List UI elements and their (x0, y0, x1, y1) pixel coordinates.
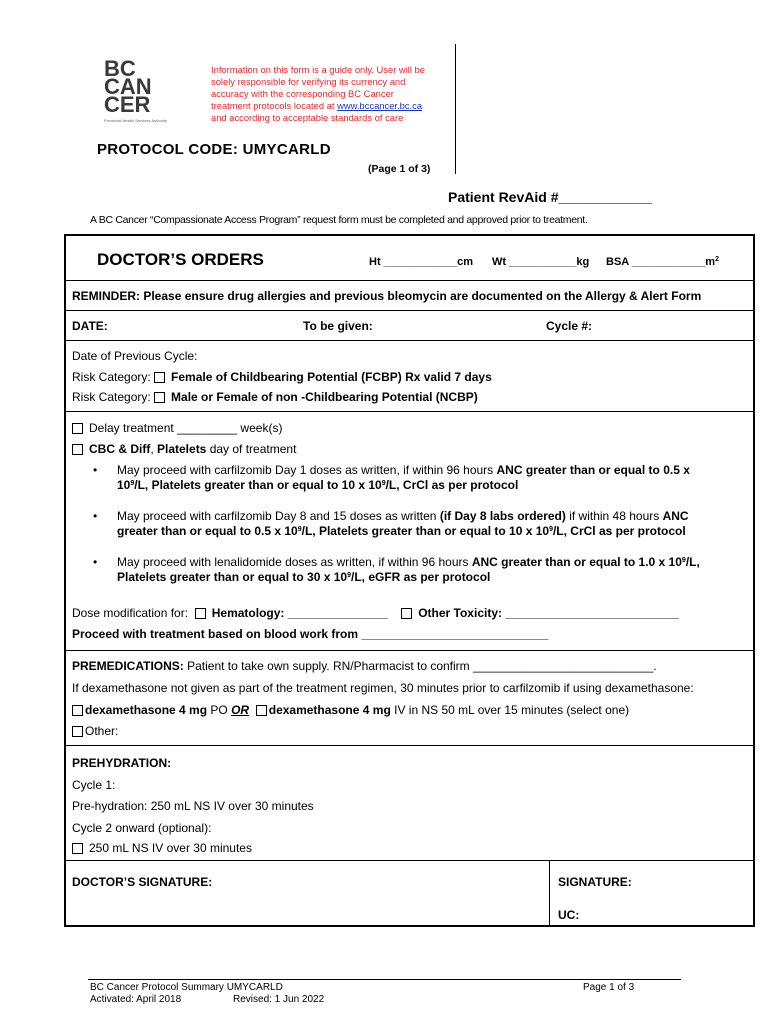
bullet-dot: • (93, 509, 98, 523)
prehydration-label: PREHYDRATION: (72, 756, 172, 770)
ns-option-row (72, 841, 252, 855)
risk-row-ncbp (72, 390, 478, 404)
page-label: (Page 1 of 3) (368, 163, 431, 175)
bullet-bold: greater than or equal to 0.5 x 10 (117, 524, 298, 538)
bullet-bold: /L, Platelets greater than or equal to 10 x 10 (301, 524, 550, 538)
bc-cancer-logo (104, 56, 204, 130)
divider (66, 745, 753, 746)
previous-cycle-field[interactable]: Date of Previous Cycle: (72, 349, 198, 363)
bullet-text: if within 48 hours (565, 509, 663, 523)
bullet-bold: 10 (117, 478, 131, 492)
bsa-label: BSA ____________m (606, 256, 716, 268)
dexa-po-checkbox[interactable] (72, 705, 83, 716)
dexa-po-route: PO (207, 703, 232, 717)
bullet-dot: • (93, 555, 98, 569)
uc-field[interactable]: UC: (558, 908, 580, 922)
premed-other-row (72, 724, 118, 738)
bullet-sup: 9 (681, 557, 686, 564)
premed-other-label: Other: (85, 724, 119, 738)
dexamethasone-intro: If dexamethasone not given as part of the treatment regimen, 30 minutes prior to carfilzomib if using dexamethasone: (72, 681, 694, 695)
doctors-orders-form (64, 234, 755, 927)
disclaimer-line: and according to acceptable standards of care (211, 112, 404, 123)
footer-page: Page 1 of 3 (583, 982, 635, 993)
dexa-iv-route: IV in NS 50 mL over 15 minutes (select one) (390, 703, 630, 717)
delay-row (72, 421, 282, 435)
dose-modification-row (72, 606, 679, 620)
doctors-signature-field[interactable]: DOCTOR’S SIGNATURE: (72, 875, 213, 889)
dexa-po-label: dexamethasone 4 mg (85, 703, 208, 717)
weight-field[interactable]: Wt ___________kg (492, 256, 590, 268)
footer-summary: BC Cancer Protocol Summary UMYCARLD (90, 982, 283, 993)
protocol-code: PROTOCOL CODE: UMYCARLD (97, 141, 331, 158)
divider (66, 860, 753, 861)
prehydration-text: Pre-hydration: 250 mL NS IV over 30 minutes (72, 799, 314, 813)
bullet-sup: 9 (130, 480, 135, 487)
divider (66, 650, 753, 651)
logo-line-1: BC (104, 56, 136, 81)
footer-revised: Revised: 1 Jun 2022 (233, 994, 325, 1005)
reminder-text: REMINDER: Please ensure drug allergies and previous bleomycin are documented on the Allergy & Alert Form (72, 289, 702, 303)
hematology-field[interactable]: Hematology: _______________ (211, 606, 388, 620)
cbc-rest: day of treatment (206, 442, 297, 456)
cbc-checkbox[interactable] (72, 444, 83, 455)
divider (66, 411, 753, 412)
cycle1-label: Cycle 1: (72, 778, 116, 792)
bullet-carfilzomib-day8 (93, 509, 747, 539)
bullet-sup: 9 (549, 526, 553, 533)
bullet-text: May proceed with lenalidomide doses as written, if within 96 hours (117, 555, 472, 569)
cbc-comma: , (150, 442, 157, 456)
risk-label: Risk Category: (72, 390, 151, 404)
bullet-bold: /L, Platelets greater than or equal to 10 x 10 (134, 478, 382, 492)
cbc-label: CBC & Diff (89, 442, 151, 456)
bullet-sup: 9 (347, 572, 351, 579)
height-field[interactable]: Ht ____________cm (369, 256, 473, 268)
premedications-row (72, 659, 657, 673)
bullet-text: May proceed with carfilzomib Day 8 and 15 doses as written (117, 509, 440, 523)
footer-divider (88, 979, 681, 980)
divider (66, 340, 753, 341)
bullet-sup: 9 (297, 526, 302, 533)
ns-option-label: 250 mL NS IV over 30 minutes (89, 841, 252, 855)
bullet-bold: ANC greater than or equal to 1.0 x 10 (471, 555, 682, 569)
dose-mod-label: Dose modification for: (72, 606, 189, 620)
premed-other-checkbox[interactable] (72, 726, 83, 737)
bullet-bold: Platelets greater than or equal to 30 x 10 (117, 570, 348, 584)
header-divider (455, 44, 456, 174)
divider (66, 310, 753, 311)
bullet-bold: ANC greater than or equal to 0.5 x (496, 463, 690, 477)
bullet-dot: • (93, 463, 98, 477)
bullet-bold: ANC (662, 509, 689, 523)
bullet-sup: 9 (381, 480, 386, 487)
logo-subtitle: Provincial Health Services Authority (104, 118, 168, 123)
other-toxicity-field[interactable]: Other Toxicity: __________________________ (418, 606, 679, 620)
bullet-bold: /L, eGFR as per protocol (351, 570, 491, 584)
delay-label: Delay treatment _________ week(s) (89, 421, 283, 435)
patient-revaid[interactable]: Patient RevAid #____________ (448, 189, 652, 205)
to-be-given-field[interactable]: To be given: (303, 319, 373, 333)
disclaimer-line: Information on this form is a guide only. User will be (211, 64, 425, 75)
dexa-iv-label: dexamethasone 4 mg (268, 703, 391, 717)
bullet-text: May proceed with carfilzomib Day 1 doses as written, if within 96 hours (117, 463, 497, 477)
risk-label: Risk Category: (72, 370, 151, 384)
or-label: OR (231, 703, 250, 717)
proceed-field[interactable]: Proceed with treatment based on blood work from ____________________________ (72, 627, 549, 641)
delay-checkbox[interactable] (72, 423, 83, 434)
other-toxicity-checkbox[interactable] (401, 608, 412, 619)
risk-row-fcbp (72, 370, 492, 384)
signature-divider (549, 860, 550, 927)
bullet-lenalidomide (93, 555, 747, 585)
cbc-row (72, 442, 296, 456)
cbc-platelets: Platelets (157, 442, 207, 456)
disclaimer-line: accuracy with the corresponding BC Cancer (211, 88, 394, 99)
date-field[interactable]: DATE: (72, 319, 108, 333)
bsa-field[interactable] (606, 256, 719, 268)
fcbp-label: Female of Childbearing Potential (FCBP) Rx valid 7 days (171, 370, 492, 384)
bullet-bold: /L, (685, 555, 700, 569)
cycle2-label: Cycle 2 onward (optional): (72, 821, 212, 835)
disclaimer-text: treatment protocols located at (211, 100, 338, 111)
bullet-bold: /L, CrCl as per protocol (385, 478, 519, 492)
disclaimer-line (211, 100, 451, 112)
bullet-carfilzomib-day1 (93, 463, 747, 493)
logo-line-2: CAN (104, 74, 152, 99)
divider (66, 280, 753, 281)
compassionate-note: A BC Cancer “Compassionate Access Program” request form must be completed and approved prior to treatment. (90, 214, 588, 226)
signature-field[interactable]: SIGNATURE: (558, 875, 632, 889)
fcbp-checkbox[interactable] (154, 372, 165, 383)
bccancer-link[interactable]: www.bccancer.bc.ca (337, 100, 423, 111)
bullet-bold: /L, CrCl as per protocol (552, 524, 686, 538)
dexa-iv-checkbox[interactable] (256, 705, 267, 716)
disclaimer-line: solely responsible for verifying its currency and (211, 76, 406, 87)
dexamethasone-options (72, 703, 629, 717)
bsa-sup: 2 (715, 256, 719, 263)
bullet-bold: (if Day 8 labs ordered) (439, 509, 566, 523)
premedications-text[interactable]: Patient to take own supply. RN/Pharmacist to confirm ___________________________. (183, 659, 657, 673)
premedications-label: PREMEDICATIONS: (72, 659, 184, 673)
ns-checkbox[interactable] (72, 843, 83, 854)
disclaimer (211, 64, 451, 124)
logo-line-3: CER (104, 92, 151, 117)
hematology-checkbox[interactable] (195, 608, 206, 619)
doctors-orders-title: DOCTOR’S ORDERS (97, 250, 264, 269)
ncbp-checkbox[interactable] (154, 392, 165, 403)
ncbp-label: Male or Female of non -Childbearing Potential (NCBP) (171, 390, 478, 404)
cycle-field[interactable]: Cycle #: (546, 319, 593, 333)
footer-activated: Activated: April 2018 (90, 994, 182, 1005)
